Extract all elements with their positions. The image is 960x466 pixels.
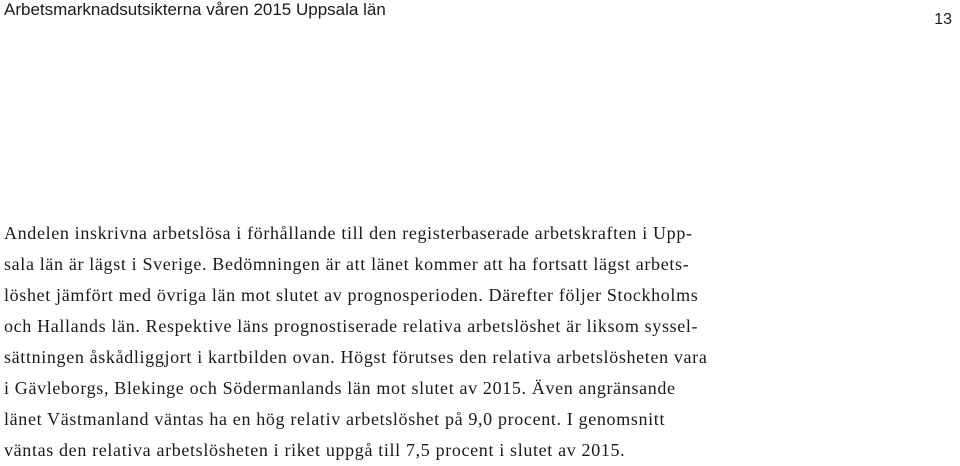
paragraph-line-4: och Hallands län. Respektive läns prognostiserade relativa arbetslöshet är liksom syssel- [4, 316, 699, 336]
body-paragraph [4, 218, 944, 466]
paragraph-line-3: löshet jämfört med övriga län mot slutet av prognosperioden. Därefter följer Stockholms [4, 285, 699, 305]
paragraph-line-8: väntas den relativa arbetslösheten i riket uppgå till 7,5 procent i slutet av 2015. [4, 440, 626, 460]
paragraph-line-5: sättningen åskådliggjort i kartbilden ovan. Högst förutses den relativa arbetslösheten vara [4, 347, 708, 367]
page-number: 13 [934, 11, 952, 28]
paragraph-line-7: länet Västmanland väntas ha en hög relativ arbetslöshet på 9,0 procent. I genomsnitt [4, 409, 666, 429]
paragraph-line-6: i Gävleborgs, Blekinge och Södermanlands län mot slutet av 2015. Även angränsande [4, 378, 676, 398]
paragraph-line-2: sala län är lägst i Sverige. Bedömningen är att länet kommer att ha fortsatt lägst arbets- [4, 254, 690, 274]
paragraph-line-1: Andelen inskrivna arbetslösa i förhållande till den registerbaserade arbetskraften i Upp- [4, 223, 693, 243]
running-header-title: Arbetsmarknadsutsikterna våren 2015 Uppsala län [4, 0, 386, 19]
